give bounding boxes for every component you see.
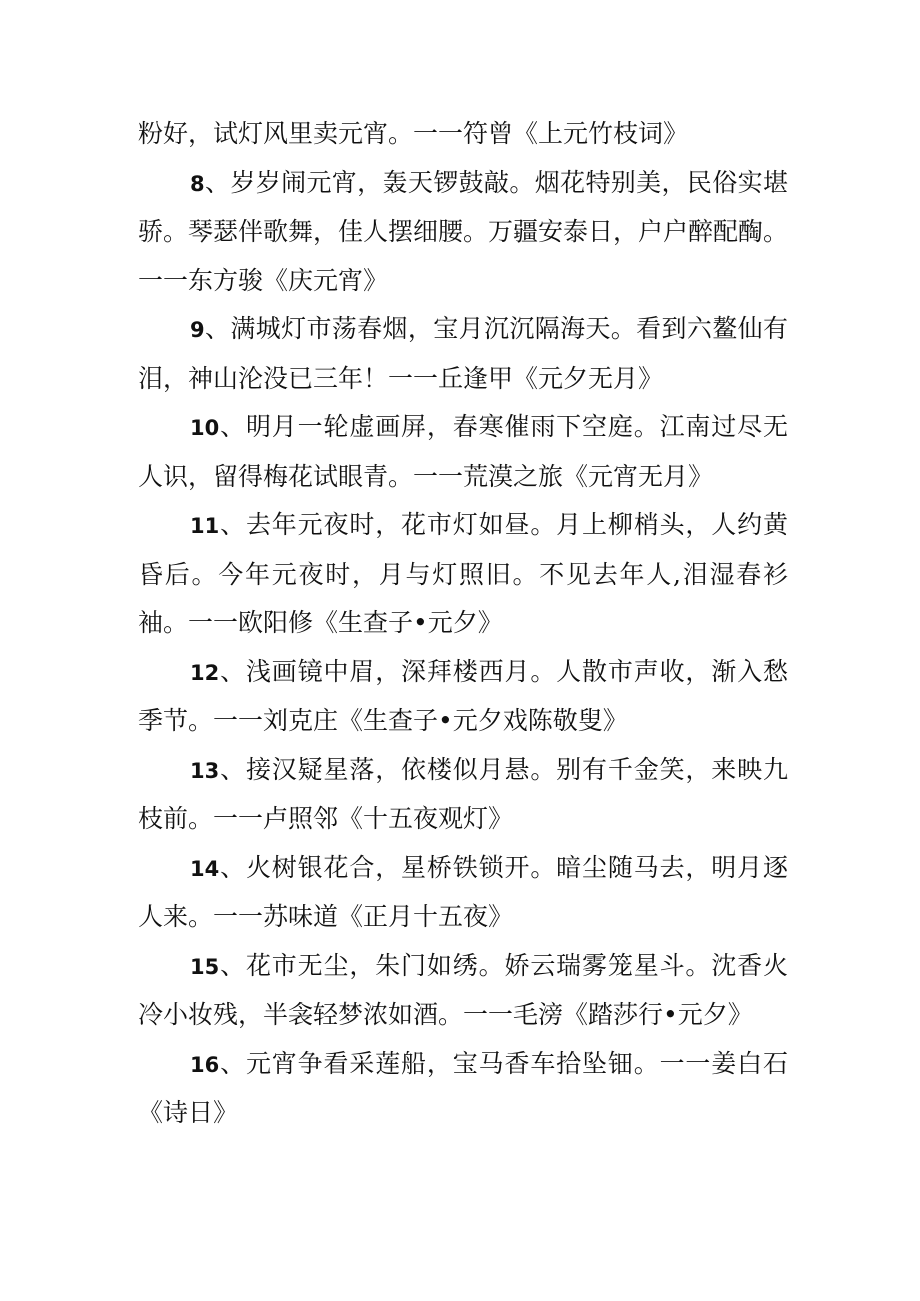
poem-number: 15: [190, 954, 220, 979]
poem-item-14: [138, 844, 788, 942]
poem-number: 9: [190, 318, 205, 342]
poem-paragraph-continued: [138, 110, 788, 159]
poem-item-10: [138, 403, 788, 501]
poem-number: 14: [190, 856, 220, 881]
poem-number: 12: [190, 660, 220, 685]
poem-number: 16: [190, 1052, 220, 1077]
poem-item-8: [138, 159, 788, 306]
poem-item-15: [138, 942, 788, 1040]
poem-number: 13: [190, 758, 220, 783]
poem-item-13: [138, 746, 788, 844]
poem-number: 10: [190, 416, 220, 440]
poem-item-12: [138, 648, 788, 746]
poem-number: 11: [190, 514, 220, 538]
poem-text: 、明月一轮虚画屏，春寒催雨下空庭。江南过尽无人识，留得梅花试眼青。一一荒漠之旅《元宵无月》: [138, 412, 788, 491]
poem-text: 、去年元夜时，花市灯如昼。月上柳梢头，人约黄昏后。今年元夜时，月与灯照旧。不见去年人,泪湿春衫袖。一一欧阳修《生查子•元夕》: [138, 510, 788, 637]
poem-text: 、接汉疑星落，依楼似月悬。别有千金笑，来映九枝前。一一卢照邻《十五夜观灯》: [138, 754, 788, 833]
poem-text: 粉好，试灯风里卖元宵。一一符曾《上元竹枝词》: [138, 119, 689, 148]
poem-item-11: [138, 501, 788, 648]
poem-text: 、火树银花合，星桥铁锁开。暗尘随马去，明月逐人来。一一苏味道《正月十五夜》: [138, 852, 788, 931]
poem-text: 、岁岁闹元宵，轰天锣鼓敲。烟花特别美，民俗实堪骄。琴瑟伴歌舞，佳人摆细腰。万疆安泰日，户户醉配醄。一一东方骏《庆元宵》: [138, 167, 789, 295]
poem-text: 、满城灯市荡春烟，宝月沉沉隔海天。看到六鳌仙有泪，神山沦没已三年！一一丘逢甲《元夕无月》: [138, 314, 788, 393]
poem-item-9: [138, 305, 788, 403]
poem-list: [138, 110, 788, 1138]
poem-text: 、元宵争看采莲船，宝马香车拾坠钿。一一姜白石《诗日》: [138, 1048, 788, 1127]
poem-number: 8: [190, 171, 205, 196]
poem-item-16: [138, 1040, 788, 1138]
poem-text: 、花市无尘，朱门如绣。娇云瑞雾笼星斗。沈香火冷小妆残，半衾轻梦浓如酒。一一毛滂《踏莎行•元夕》: [138, 950, 788, 1029]
poem-text: 、浅画镜中眉，深拜楼西月。人散市声收，渐入愁季节。一一刘克庄《生查子•元夕戏陈敬叟》: [138, 656, 788, 735]
